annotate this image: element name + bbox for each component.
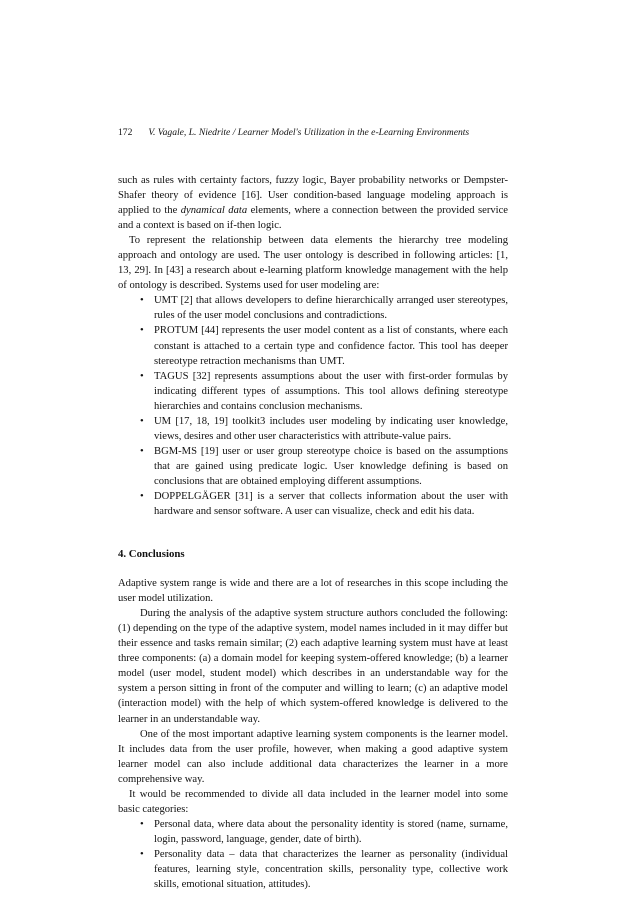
list-item [140,369,508,414]
page [118,127,508,892]
list-item [140,323,508,368]
paragraph-text: elements, where a connection between the provided service and a context is based on if-then logic. [118,205,508,232]
list-item [140,847,508,892]
running-title: V. Vagale, L. Niedrite / Learner Model's Utilization in the e-Learning Environments [148,127,470,138]
bullet-glyph: • [140,490,144,502]
section-heading-conclusions: 4. Conclusions [118,548,185,561]
paragraph-continued [118,173,508,233]
bullet-glyph: • [140,445,144,457]
running-header [118,127,508,139]
paragraph-text: such as rules with certainty factors, fuzzy logic, Bayer probability networks or Dempster-Shafer theory of evidence [16]. User condition-based language modeling approach is applied to the [118,175,508,217]
list-item-text: DOPPELGÄGER [31] is a server that collects information about the user with hardware and sensor software. A user can visualize, check and edit his data. [154,490,508,518]
bullet-glyph: • [140,848,144,860]
list-item-text: Personal data, where data about the personality identity is stored (name, surname, login, password, language, gender, date of birth). [154,818,508,845]
bullet-glyph: • [140,818,144,830]
list-item [140,414,508,444]
paragraph-learner-model: One of the most important adaptive learning system components is the learner model. It includes data from the user profile, however, when making a good adaptive system learner model can also include additional data characterizes the learner in a more comprehensive way. [118,728,508,785]
paragraph-recommendation: It would be recommended to divide all data included in the learner model into some basic categories: [118,788,508,815]
bullet-glyph: • [140,415,144,427]
user-modeling-systems-list [118,293,508,519]
bullet-glyph: • [140,325,144,337]
page-number: 172 [118,127,133,138]
list-item-text: PROTUM [44] represents the user model content as a list of constants, where each constant is attached to a certain type and confidence factor. This tool has deeper stereotype retraction mechanisms than UMT. [154,325,508,367]
paragraph-analysis: During the analysis of the adaptive system structure authors concluded the following: (1) depending on the type of the adaptive system, model names included in it may differ but their essence and tasks remain similar; (2) each adaptive learning system must have at least three components: (a) a domain model for keeping system-offered knowledge; (b) a learner model (user model, student model) which describes in an understandable way for the system a person sitting in front of the computer and willing to learn; (c) an adaptive model (interaction model) with the help of which system-offered knowledge is delivered to the learner in an understandable way. [118,608,508,725]
list-item [140,444,508,489]
list-item [140,817,508,847]
list-item [140,489,508,519]
paragraph-conclusion-intro: Adaptive system range is wide and there are a lot of researches in this scope including the user model utilization. [118,578,508,605]
data-categories-list [118,817,508,892]
paragraph-ontology: To represent the relationship between data elements the hierarchy tree modeling approach and ontology are used. The user ontology is described in following articles: [1, 13, 29]. In [43] a research about e-learning platform knowledge management with the help of ontology is described. Systems used for user modeling are: [118,235,508,292]
bullet-glyph: • [140,370,144,382]
bullet-glyph: • [140,295,144,307]
list-item-text: BGM-MS [19] user or user group stereotype choice is based on the assumptions that are gained using predicate logic. User knowledge defining is based on conclusions that are obtained employing different assumptions. [154,445,508,487]
list-item-text: TAGUS [32] represents assumptions about the user with first-order formulas by indicating different types of assumptions. This tool allows defining stereotype hierarchies and contains conclusion mechanisms. [154,370,508,412]
list-item [140,293,508,323]
list-item-text: UMT [2] that allows developers to define hierarchically arranged user stereotypes, rules of the user model conclusions and contradictions. [154,295,508,322]
emphasis-dynamical-data: dynamical data [180,205,248,217]
list-item-text: UM [17, 18, 19] toolkit3 includes user modeling by indicating user knowledge, views, desires and other user characteristics with attribute-value pairs. [154,415,508,442]
list-item-text: Personality data – data that characterizes the learner as personality (individual features, learning style, concentration skills, personality type, collective work skills, emotional situation, attitudes). [154,848,508,891]
